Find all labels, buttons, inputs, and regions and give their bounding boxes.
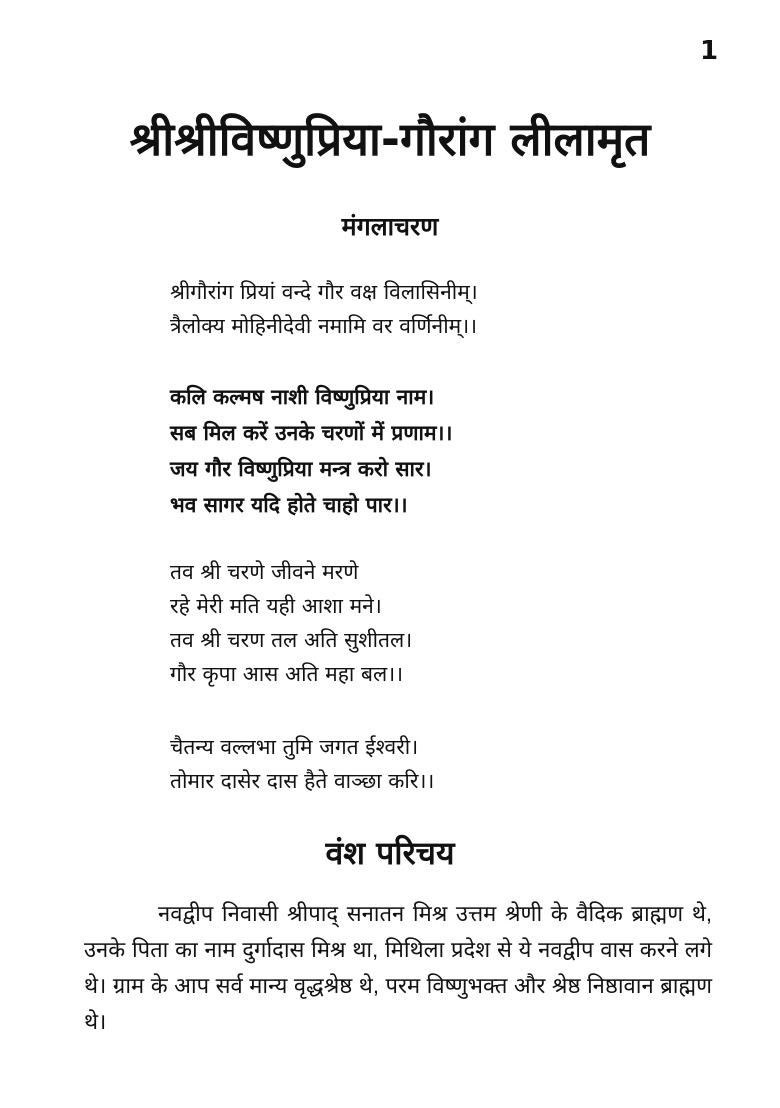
- verse-line: सब मिल करें उनके चरणों में प्रणाम।।: [170, 421, 453, 445]
- verse-line: चैतन्य वल्लभा तुमि जगत ईश्वरी।: [170, 735, 419, 759]
- verse-line: गौर कृपा आस अति महा बल।।: [170, 662, 404, 686]
- verse-line: रहे मेरी मति यही आशा मने।: [170, 594, 382, 618]
- verse-line: श्रीगौरांग प्रियां वन्दे गौर वक्ष विलासिनीम्।: [170, 280, 478, 304]
- verse-line: जय गौर विष्णुप्रिया मन्त्र करो सार।: [170, 457, 432, 481]
- verse-line: तव श्री चरणे जीवने मरणे: [170, 560, 359, 584]
- verse-block: [170, 275, 478, 343]
- verse-line: कलि कल्मष नाशी विष्णुप्रिया नाम।: [170, 385, 435, 409]
- verse-line: भव सागर यदि होते चाहो पार।।: [170, 493, 408, 517]
- page-number: 1: [700, 36, 719, 66]
- verse-block: [170, 555, 412, 691]
- section-heading-vansh-parichay: वंश परिचय: [325, 834, 455, 872]
- body-paragraph: नवद्वीप निवासी श्रीपाद् सनातन मिश्र उत्तम श्रेणी के वैदिक ब्राह्मण थे, उनके पिता का नाम दुर्गादास मिश्र था, मिथिला प्रदेश से ये नवद्वीप वास करने लगे थे। ग्राम के आप सर्व मान्य वृद्धश्रेष्ठ थे, परम विष्णुभक्त और श्रेष्ठ निष्ठावान ब्राह्मण थे।: [84, 901, 712, 1034]
- verse-line: तव श्री चरण तल अति सुशीतल।: [170, 628, 413, 652]
- subtitle-mangalacharan: मंगलाचरण: [341, 212, 439, 241]
- verse-line: त्रैलोक्य मोहिनीदेवी नमामि वर वर्णिनीम्।।: [170, 314, 478, 338]
- verse-block: [170, 379, 452, 523]
- page-title: श्रीश्रीविष्णुप्रिया-गौरांग लीलामृत: [129, 112, 651, 166]
- verse-block: [170, 730, 434, 798]
- verse-line: तोमार दासेर दास हैते वाञ्छा करि।।: [170, 769, 435, 793]
